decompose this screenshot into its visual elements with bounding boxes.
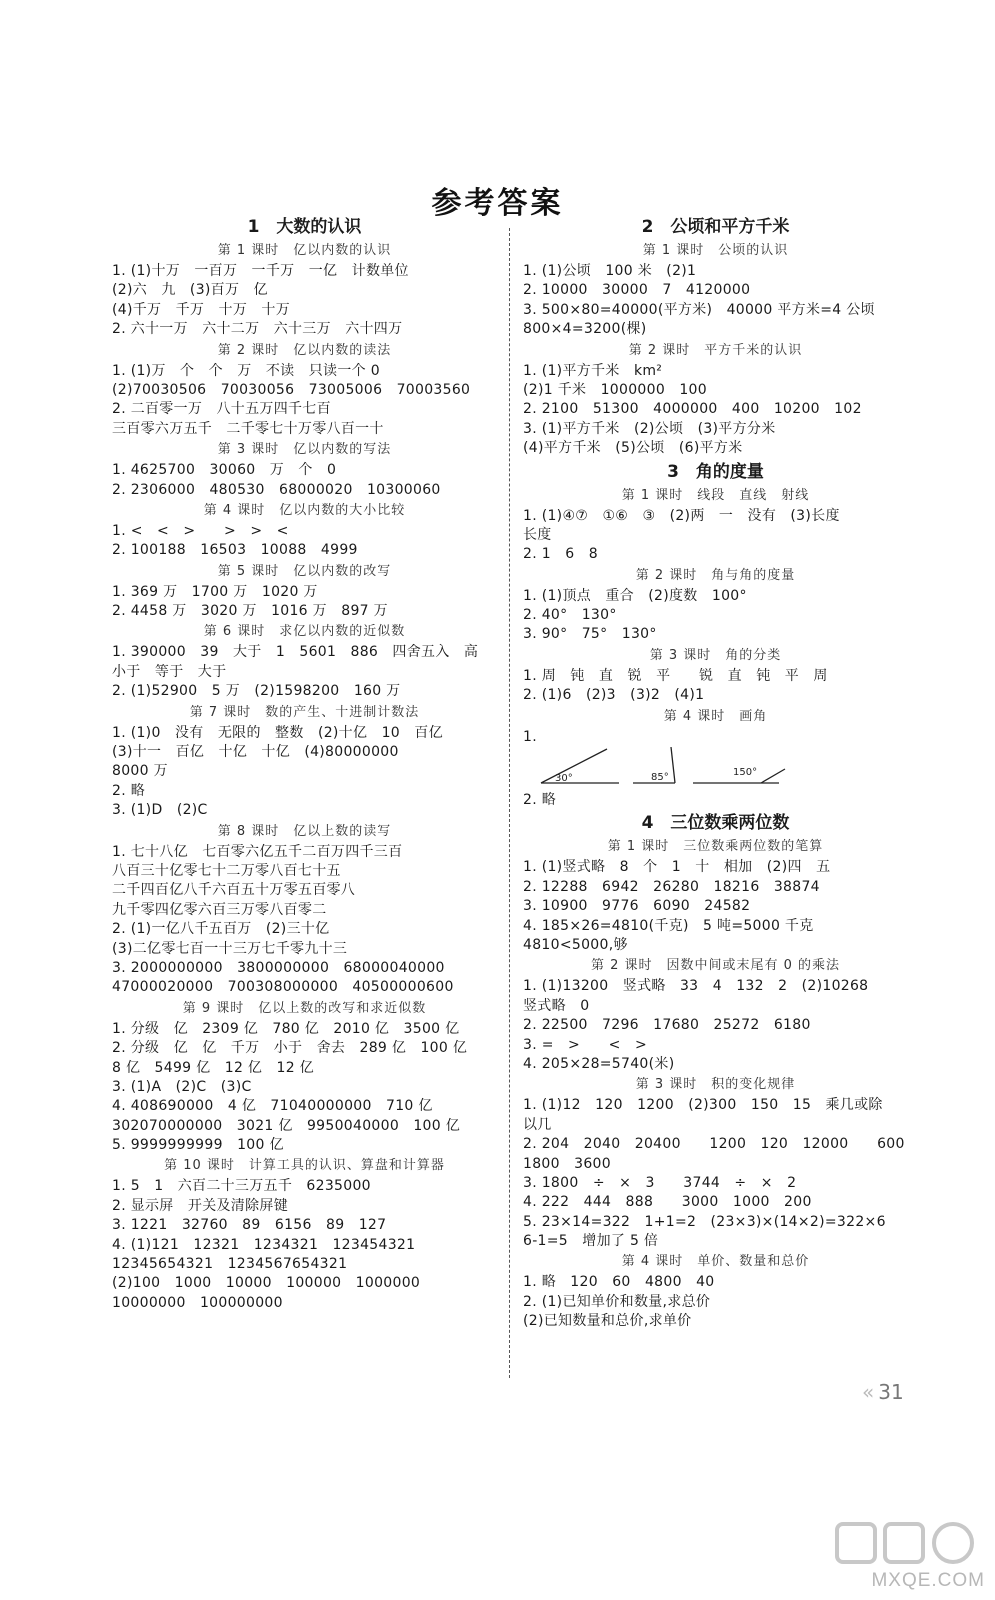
answer-line: 2. 2306000 480530 68000020 10300060 bbox=[112, 481, 441, 498]
answer-line: 2. 略 bbox=[523, 792, 557, 809]
answer-line: 2. 显示屏 开关及清除屏键 bbox=[112, 1197, 289, 1214]
answer-line: 10000000 100000000 bbox=[112, 1294, 283, 1311]
answer-line: (2)100 1000 10000 100000 1000000 bbox=[112, 1275, 421, 1292]
answer-line: 1. (1)12 120 1200 (2)300 150 15 乘几或除 bbox=[523, 1097, 883, 1114]
answer-line: 1. 5 1 六百二十三万五千 6235000 bbox=[112, 1178, 371, 1195]
answer-line: 2. 22500 7296 17680 25272 6180 bbox=[523, 1017, 811, 1034]
lesson-heading: 第 7 课时 数的产生、十进制计数法 bbox=[189, 704, 420, 720]
answer-line: 1. 七十八亿 七百零六亿五千二百万四千三百 bbox=[112, 843, 403, 860]
angle-30-side-ray bbox=[541, 749, 607, 783]
angle-85-side-ray bbox=[671, 747, 675, 783]
answer-line: 2. 六十一万 六十二万 六十三万 六十四万 bbox=[112, 321, 403, 338]
answer-line: 12345654321 1234567654321 bbox=[112, 1256, 348, 1273]
answer-line: 九千零四亿零六百三万零八百零二 bbox=[112, 901, 327, 918]
angle-150-label: 150° bbox=[733, 767, 758, 779]
chapter-heading: 4 三位数乘两位数 bbox=[641, 813, 790, 834]
answer-line: 1. (1)竖式略 8 个 1 十 相加 (2)四 五 bbox=[523, 859, 831, 876]
lesson-heading: 第 1 课时 亿以内数的认识 bbox=[217, 243, 392, 258]
lesson-heading: 第 8 课时 亿以上数的读写 bbox=[217, 823, 392, 839]
answer-line: 4. 205×28=5740(米) bbox=[523, 1055, 675, 1072]
answer-line: 八百三十亿零七十二万零八百七十五 bbox=[112, 862, 341, 879]
chapter-heading: 3 角的度量 bbox=[667, 461, 764, 482]
lesson-heading: 第 4 课时 单价、数量和总价 bbox=[621, 1254, 810, 1270]
answer-line: (4)千万 千万 十万 十万 bbox=[112, 301, 291, 318]
answer-line: 二千四百亿八千六百五十万零五百零八 bbox=[112, 882, 356, 899]
answer-line: 2. 二百零一万 八十五万四千七百 bbox=[112, 401, 331, 418]
answer-line: 302070000000 3021 亿 9950040000 100 亿 bbox=[112, 1117, 461, 1134]
lesson-heading: 第 10 课时 计算工具的认识、算盘和计算器 bbox=[164, 1158, 445, 1174]
watermark-url: MXQE.COM bbox=[871, 1570, 985, 1591]
lesson-heading: 第 1 课时 三位数乘两位数的笔算 bbox=[607, 839, 824, 855]
answer-line: 1. bbox=[523, 728, 537, 745]
answer-line: 2. 12288 6942 26280 18216 38874 bbox=[523, 878, 820, 895]
answer-line: 1. (1)13200 竖式略 33 4 132 2 (2)10268 bbox=[523, 978, 869, 995]
angle-drawings-figure bbox=[523, 747, 908, 791]
answer-line: 3. 500×80=40000(平方米) 40000 平方米=4 公顷 bbox=[523, 301, 875, 318]
answer-line: 2. 100188 16503 10088 4999 bbox=[112, 542, 358, 559]
angle-150-side-ray bbox=[761, 769, 785, 783]
answer-line: 2. (1)一亿八千五百万 (2)三十亿 bbox=[112, 921, 330, 938]
answer-line: 4. 222 444 888 3000 1000 200 bbox=[523, 1194, 812, 1211]
answer-line: 1. (1)平方千米 km² bbox=[523, 362, 663, 379]
answer-line: 2. (1)6 (2)3 (3)2 (4)1 bbox=[523, 687, 705, 704]
answer-line: 2. (1)已知单价和数量,求总价 bbox=[523, 1293, 711, 1310]
answer-line: 2. 40° 130° bbox=[523, 607, 617, 624]
answer-line: (2)70030506 70030056 73005006 70003560 bbox=[112, 381, 471, 398]
answer-line: 2. 1 6 8 bbox=[523, 546, 598, 563]
right-answer-column bbox=[523, 214, 908, 1332]
page-number-text: 31 bbox=[878, 1380, 904, 1404]
answer-line: 1. (1)④⑦ ①⑥ ③ (2)两 一 没有 (3)长度 bbox=[523, 507, 840, 524]
chapter-heading: 1 大数的认识 bbox=[247, 217, 362, 237]
answer-line: 5. 23×14=322 1+1=2 (23×3)×(14×2)=322×6 bbox=[523, 1213, 886, 1230]
answer-line: 1. (1)十万 一百万 一千万 一亿 计数单位 bbox=[112, 263, 409, 279]
answer-line: 1. (1)万 个 个 万 不读 只读一个 0 bbox=[112, 362, 380, 379]
angle-diagrams bbox=[523, 747, 823, 791]
lesson-heading: 第 2 课时 因数中间或末尾有 0 的乘法 bbox=[590, 958, 841, 974]
answer-line: 2. 分级 亿 亿 千万 小于 舍去 289 亿 100 亿 bbox=[112, 1040, 468, 1057]
answer-line: 3. (1)平方千米 (2)公顷 (3)平方分米 bbox=[523, 420, 776, 437]
answer-line: 小于 等于 大于 bbox=[112, 663, 227, 680]
answer-line: 2. (1)52900 5 万 (2)1598200 160 万 bbox=[112, 683, 401, 700]
lesson-heading: 第 1 课时 公顷的认识 bbox=[642, 243, 789, 258]
answer-line: (3)十一 百亿 十亿 十亿 (4)80000000 bbox=[112, 744, 399, 761]
answer-line: 1. 略 120 60 4800 40 bbox=[523, 1274, 715, 1291]
answer-line: 2. 2100 51300 4000000 400 10200 102 bbox=[523, 401, 862, 418]
answer-line: 1. 周 钝 直 锐 平 锐 直 钝 平 周 bbox=[523, 667, 828, 684]
chevron-left-icon: « bbox=[862, 1380, 875, 1404]
answer-line: 5. 9999999999 100 亿 bbox=[112, 1137, 284, 1154]
answer-line: 2. 4458 万 3020 万 1016 万 897 万 bbox=[112, 603, 388, 620]
answer-line: 2. 10000 30000 7 4120000 bbox=[523, 282, 751, 299]
angle-30-label: 30° bbox=[555, 773, 573, 785]
answer-line: 1800 3600 bbox=[523, 1155, 611, 1172]
lesson-heading: 第 9 课时 亿以上数的改写和求近似数 bbox=[182, 1000, 427, 1016]
answer-line: (2)1 千米 1000000 100 bbox=[523, 381, 707, 398]
lesson-heading: 第 3 课时 积的变化规律 bbox=[635, 1077, 796, 1093]
answer-line: 3. (1)A (2)C (3)C bbox=[112, 1078, 252, 1095]
answer-line: 1. 390000 39 大于 1 5601 886 四舍五入 高 bbox=[112, 644, 479, 661]
answer-line: (3)二亿零七百一十三万七千零九十三 bbox=[112, 940, 348, 957]
answer-line: (2)已知数量和总价,求单价 bbox=[523, 1313, 692, 1330]
answer-line: 以几 bbox=[523, 1116, 552, 1133]
answer-line: 47000020000 700308000000 40500000600 bbox=[112, 979, 454, 996]
answer-line: 1. 369 万 1700 万 1020 万 bbox=[112, 583, 318, 600]
page-number bbox=[862, 1380, 904, 1404]
answer-line: 竖式略 0 bbox=[523, 997, 590, 1014]
column-divider bbox=[509, 228, 510, 1378]
lesson-heading: 第 3 课时 角的分类 bbox=[649, 647, 782, 663]
answer-line: 1. (1)公顷 100 米 (2)1 bbox=[523, 263, 697, 279]
answer-line: 4. 185×26=4810(千克) 5 吨=5000 千克 bbox=[523, 917, 814, 934]
answer-line: 3. 1221 32760 89 6156 89 127 bbox=[112, 1217, 387, 1234]
answer-line: 三百零六万五千 二千零七十万零八百一十 bbox=[112, 420, 384, 437]
answer-line: 3. 90° 75° 130° bbox=[523, 626, 657, 643]
lesson-heading: 第 2 课时 亿以内数的读法 bbox=[217, 342, 392, 358]
answer-line: 2. 204 2040 20400 1200 120 12000 600 bbox=[523, 1136, 905, 1153]
page-title: 参考答案 bbox=[431, 186, 564, 221]
lesson-heading: 第 3 课时 亿以内数的写法 bbox=[217, 442, 392, 458]
lesson-heading: 第 6 课时 求亿以内数的近似数 bbox=[203, 624, 406, 640]
answer-line: 3. 1800 ÷ × 3 3744 ÷ × 2 bbox=[523, 1174, 797, 1191]
angle-85-label: 85° bbox=[651, 772, 669, 784]
lesson-heading: 第 2 课时 平方千米的认识 bbox=[628, 342, 803, 358]
answer-line: 1. (1)0 没有 无限的 整数 (2)十亿 10 百亿 bbox=[112, 724, 443, 741]
lesson-heading: 第 4 课时 亿以内数的大小比较 bbox=[203, 502, 406, 518]
answer-line: 长度 bbox=[523, 526, 552, 543]
answer-line: 8000 万 bbox=[112, 763, 168, 780]
answer-line: 3. 10900 9776 6090 24582 bbox=[523, 898, 751, 915]
chapter-heading: 2 公顷和平方千米 bbox=[641, 217, 790, 237]
answer-line: 1. < < > > > < bbox=[112, 522, 289, 539]
left-answer-column bbox=[112, 214, 497, 1313]
answer-line: 1. 4625700 30060 万 个 0 bbox=[112, 462, 337, 479]
answer-line: 800×4=3200(棵) bbox=[523, 321, 647, 338]
answer-line: 1. (1)顶点 重合 (2)度数 100° bbox=[523, 587, 747, 604]
lesson-heading: 第 1 课时 线段 直线 射线 bbox=[621, 487, 810, 503]
answer-line: 1. 分级 亿 2309 亿 780 亿 2010 亿 3500 亿 bbox=[112, 1020, 460, 1037]
lesson-heading: 第 4 课时 画角 bbox=[663, 708, 768, 724]
watermark-stamp-icon bbox=[835, 1522, 985, 1568]
lesson-heading: 第 5 课时 亿以内数的改写 bbox=[217, 563, 392, 579]
answer-line: 3. 2000000000 3800000000 68000040000 bbox=[112, 959, 445, 976]
answer-line: (2)六 九 (3)百万 亿 bbox=[112, 282, 268, 299]
answer-line: 6-1=5 增加了 5 倍 bbox=[523, 1233, 659, 1250]
lesson-heading: 第 2 课时 角与角的度量 bbox=[635, 567, 796, 583]
answer-line: (4)平方千米 (5)公顷 (6)平方米 bbox=[523, 440, 743, 457]
answer-line: 2. 略 bbox=[112, 782, 146, 799]
answer-line: 4. 408690000 4 亿 71040000000 710 亿 bbox=[112, 1098, 433, 1115]
answer-line: 8 亿 5499 亿 12 亿 12 亿 bbox=[112, 1059, 314, 1076]
answer-line: 3. (1)D (2)C bbox=[112, 802, 208, 819]
answer-line: 4. (1)121 12321 1234321 123454321 bbox=[112, 1236, 416, 1253]
answer-line: 4810<5000,够 bbox=[523, 936, 628, 953]
answer-line: 3. = > < > bbox=[523, 1036, 648, 1053]
